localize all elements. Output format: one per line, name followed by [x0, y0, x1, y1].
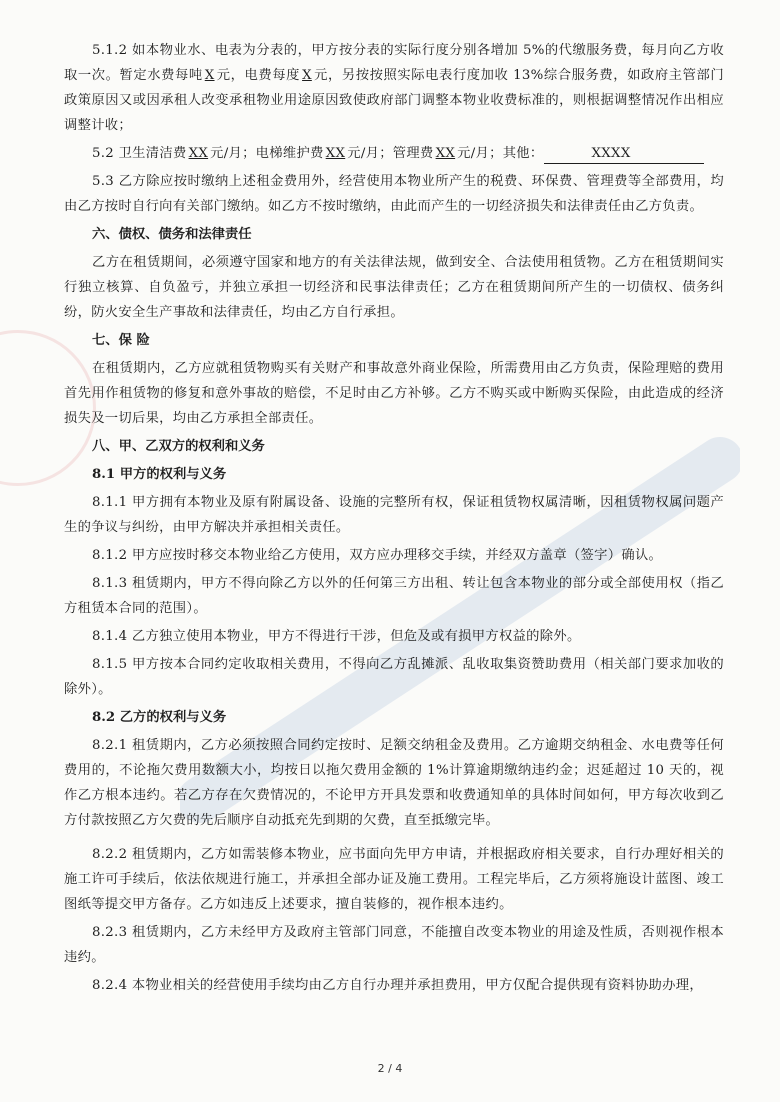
- clause-5-1-2: [64, 38, 724, 138]
- section-8-title: 八、甲、乙双方的权利和义务: [92, 439, 265, 454]
- clause-5-2: [64, 141, 724, 166]
- clause-8-2-3: 8.2.3 租赁期内，乙方未经甲方及政府主管部门同意，不能擅自改变本物业的用途及性质，否则视作根本违约。: [64, 925, 724, 965]
- cleaning-fee-value: XX: [188, 146, 209, 161]
- text: 元，电费每度: [216, 68, 301, 83]
- text: 元/月；管理费: [347, 146, 434, 161]
- clause-8-1-2: 8.1.2 甲方应按时移交本物业给乙方使用，双方应办理移交手续，并经双方盖章（签字）确认。: [92, 548, 663, 563]
- management-fee-value: XX: [435, 146, 456, 161]
- section-8-2-title: 8.2 乙方的权利与义务: [92, 710, 227, 725]
- document-page: [64, 38, 724, 1001]
- text: 元/月；电梯维护费: [210, 146, 324, 161]
- water-fee-value: X: [204, 68, 215, 83]
- section-7-body: 在租赁期内，乙方应就租赁物购买有关财产和事故意外商业保险，所需费用由乙方负责，保险理赔的费用首先用作租赁物的修复和意外事故的赔偿，不足时由乙方补够。乙方不购买或中断购买保险，由此造成的经济损失及一切后果，均由乙方承担全部责任。: [64, 361, 724, 426]
- clause-8-2-1: 8.2.1 租赁期内，乙方必须按照合同约定按时、足额交纳租金及费用。乙方逾期交纳租金、水电费等任何费用的，不论拖欠费用数额大小，均按日以拖欠费用金额的 1%计算逾期缴纳违约金；迟延超过 10 天的，视作乙方根本违约。若乙方存在欠费情况的，不论甲方开具发票和收费通知单的具体时间如何，甲方每次收到乙方付款按照乙方欠费的先后顺序自动抵充先到期的欠费，直至抵缴完毕。: [64, 738, 724, 828]
- clause-8-1-4: 8.1.4 乙方独立使用本物业，甲方不得进行干涉，但危及或有损甲方权益的除外。: [92, 629, 581, 644]
- text: 5.1.2 如本物业水、电表为分表的，甲方按分表的实际行度分别各增加 5%的代缴服务费，每月向乙方收取一次。暂定水费每吨: [64, 43, 724, 83]
- section-6-title: 六、债权、债务和法律责任: [92, 227, 252, 242]
- page-number: 2 / 4: [377, 1062, 403, 1075]
- clause-5-3: 5.3 乙方除应按时缴纳上述租金费用外，经营使用本物业所产生的税费、环保费、管理费等全部费用，均由乙方按时自行向有关部门缴纳。如乙方不按时缴纳，由此而产生的一切经济损失和法律责任由乙方负责。: [64, 174, 724, 214]
- clause-8-1-5: 8.1.5 甲方按本合同约定收取相关费用，不得向乙方乱摊派、乱收取集资赞助费用（相关部门要求加收的除外）。: [64, 657, 724, 697]
- power-fee-value: X: [302, 68, 312, 83]
- clause-8-1-3: 8.1.3 租赁期内，甲方不得向除乙方以外的任何第三方出租、转让包含本物业的部分或全部使用权（指乙方租赁本合同的范围）。: [64, 576, 724, 616]
- text: 元/月；其他：: [457, 146, 544, 161]
- clause-8-1-1: 8.1.1 甲方拥有本物业及原有附属设备、设施的完整所有权，保证租赁物权属清晰，因租赁物权属问题产生的争议与纠纷，由甲方解决并承担相关责任。: [64, 495, 724, 535]
- clause-8-2-2: 8.2.2 租赁期内，乙方如需装修本物业，应书面向先甲方申请，并根据政府相关要求，自行办理好相关的施工许可手续后，依法依规进行施工，并承担全部办证及施工费用。工程完毕后，乙方须将施设计蓝图、竣工图纸等提交甲方备存。乙方如违反上述要求，擅自装修的，视作根本违约。: [64, 847, 724, 912]
- other-fee-value: XXXX: [544, 145, 704, 164]
- section-7-title: 七、保 险: [92, 333, 150, 348]
- clause-8-2-4: 8.2.4 本物业相关的经营使用手续均由乙方自行办理并承担费用，甲方仅配合提供现有资料协助办理，: [92, 978, 703, 993]
- section-6-body: 乙方在租赁期间，必须遵守国家和地方的有关法律法规，做到安全、合法使用租赁物。乙方在租赁期间实行独立核算、自负盈亏，并独立承担一切经济和民事法律责任；乙方在租赁期间所产生的一切债权、债务纠纷，防火安全生产事故和法律责任，均由乙方自行承担。: [64, 255, 724, 320]
- section-8-1-title: 8.1 甲方的权利与义务: [92, 467, 227, 482]
- elevator-fee-value: XX: [325, 146, 346, 161]
- text: 元，另按按照实际电表行度加收 13%综合服务费，如政府主管部门政策原因又或因承租人改变承租物业用途原因致使政府部门调整本物业收费标准的，则根据调整情况作出相应调整计收；: [64, 68, 724, 133]
- text: 5.2 卫生清洁费: [92, 146, 187, 161]
